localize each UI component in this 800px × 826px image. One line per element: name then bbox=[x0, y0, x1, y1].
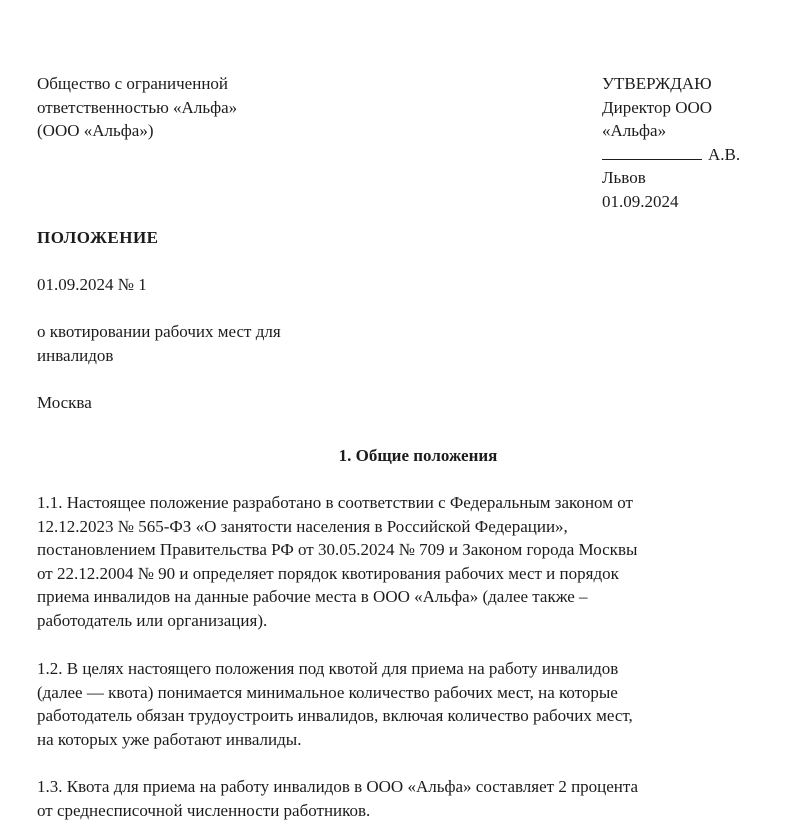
subject-line: о квотировании рабочих мест для bbox=[37, 322, 281, 341]
approval-signature-row bbox=[602, 143, 792, 167]
organization-line: (ООО «Альфа») bbox=[37, 121, 154, 140]
approval-surname: Львов bbox=[602, 168, 646, 187]
document-date-number: 01.09.2024 № 1 bbox=[37, 275, 147, 294]
section-title: 1. Общие положения bbox=[338, 446, 498, 465]
paragraph-line: 1.1. Настоящее положение разработано в соответствии с Федеральным законом от bbox=[37, 493, 633, 512]
subject-line: инвалидов bbox=[37, 345, 114, 365]
paragraph-1-1 bbox=[37, 491, 777, 632]
approval-position: Директор ООО bbox=[602, 97, 713, 117]
paragraph-line: от 22.12.2004 № 90 и определяет порядок квотирования рабочих мест и порядок bbox=[37, 563, 619, 583]
approval-company: «Альфа» bbox=[602, 121, 667, 140]
document-subject bbox=[37, 320, 357, 367]
paragraph-line: 1.3. Квота для приема на работу инвалидов в ООО «Альфа» составляет 2 процента bbox=[37, 777, 639, 796]
paragraph-line: на которых уже работают инвалиды. bbox=[37, 729, 302, 749]
signature-line bbox=[602, 145, 702, 160]
document-city: Москва bbox=[37, 393, 92, 412]
paragraph-1-3 bbox=[37, 775, 777, 822]
document-type: ПОЛОЖЕНИЕ bbox=[37, 228, 159, 247]
paragraph-line: работодатель или организация). bbox=[37, 610, 268, 630]
paragraph-line: 12.12.2023 № 565-ФЗ «О занятости населения в Российской Федерации», bbox=[37, 516, 568, 536]
organization-line: Общество с ограниченной bbox=[37, 74, 229, 93]
approval-initials: А.В. bbox=[708, 144, 741, 164]
organization-block bbox=[37, 72, 337, 143]
paragraph-line: от среднесписочной численности работников. bbox=[37, 800, 371, 820]
organization-line: ответственностью «Альфа» bbox=[37, 97, 238, 117]
paragraph-line: работодатель обязан трудоустроить инвалидов, включая количество рабочих мест, bbox=[37, 706, 633, 725]
approval-heading: УТВЕРЖДАЮ bbox=[602, 74, 712, 93]
paragraph-line: (далее — квота) понимается минимальное количество рабочих мест, на которые bbox=[37, 682, 618, 702]
paragraph-line: приема инвалидов на данные рабочие места в ООО «Альфа» (далее также – bbox=[37, 587, 588, 606]
paragraph-line: постановлением Правительства РФ от 30.05.2024 № 709 и Законом города Москвы bbox=[37, 540, 638, 559]
approval-block bbox=[602, 72, 792, 213]
paragraph-line: 1.2. В целях настоящего положения под квотой для приема на работу инвалидов bbox=[37, 659, 619, 678]
approval-date: 01.09.2024 bbox=[602, 191, 679, 211]
paragraph-1-2 bbox=[37, 657, 777, 751]
